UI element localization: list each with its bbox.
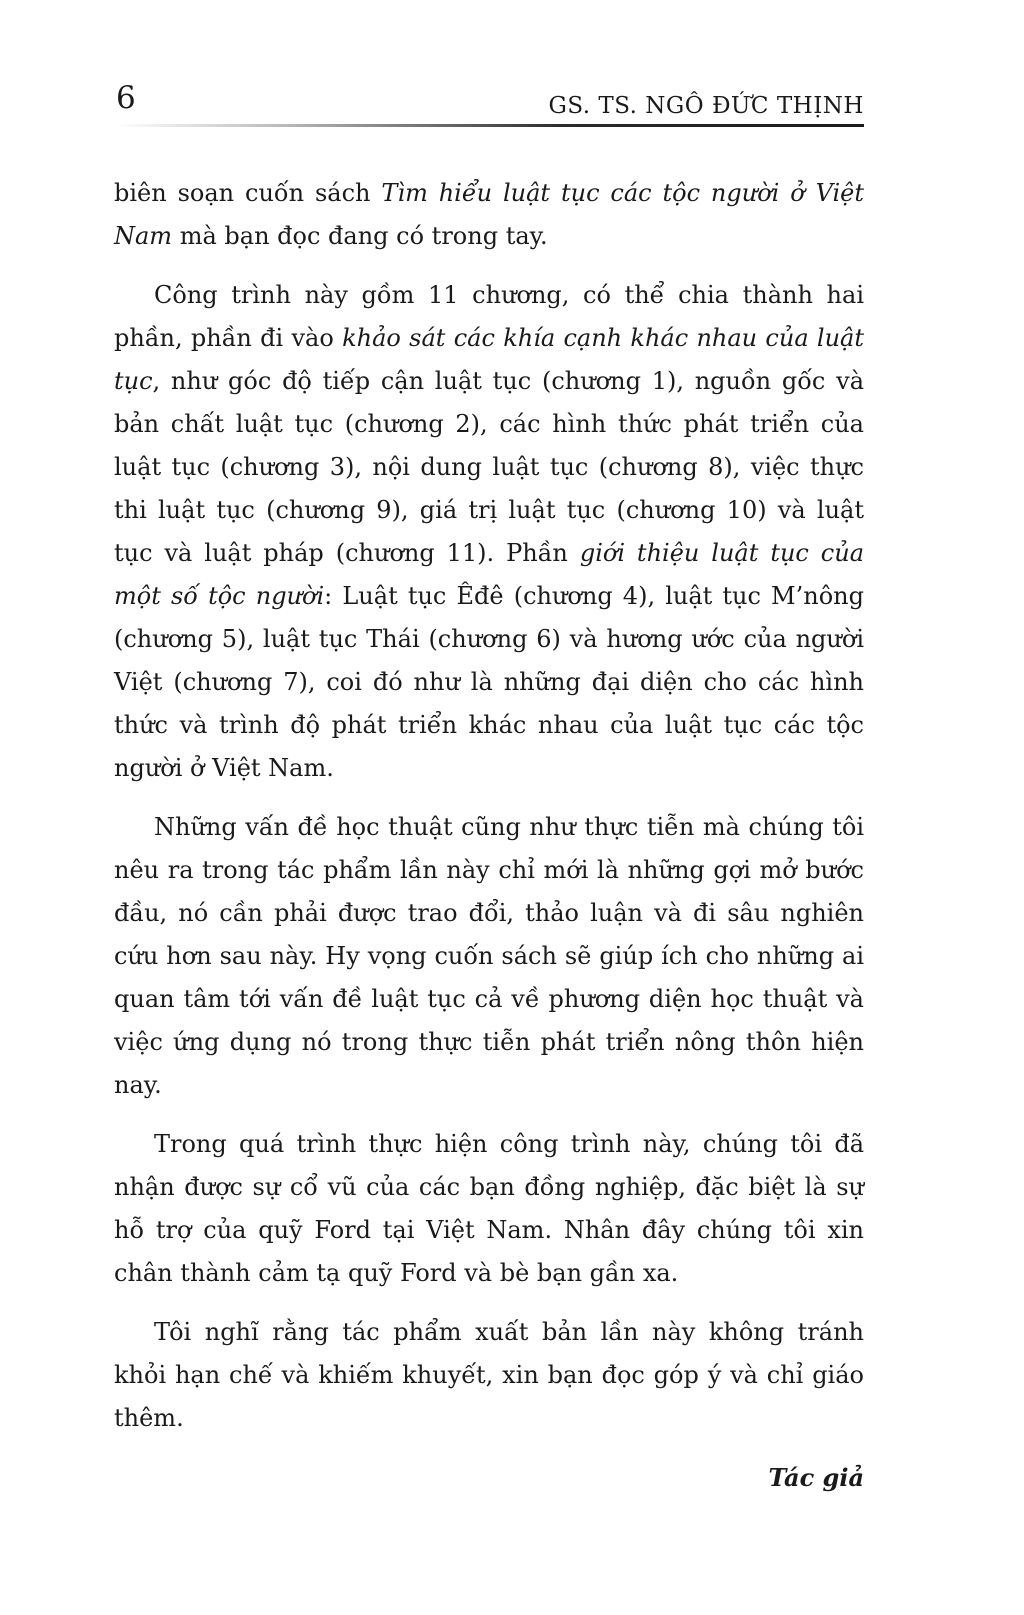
paragraph-2-text-a: Công trình này gồm 11 chương, có thể chia thành hai phần, phần đi vào: [114, 281, 864, 352]
page-number: 6: [116, 80, 136, 116]
paragraph-1: [114, 172, 864, 258]
paragraph-2: [114, 274, 864, 790]
paragraph-5: Tôi nghĩ rằng tác phẩm xuất bản lần này không tránh khỏi hạn chế và khiếm khuyết, xin bạn đọc góp ý và chỉ giáo thêm.: [114, 1318, 864, 1432]
book-title-italic: Tìm hiểu luật tục các tộc người ở Việt Nam: [114, 179, 865, 250]
paragraph-2-text-e: : Luật tục Êđê (chương 4), luật tục M’nông (chương 5), luật tục Thái (chương 6) và hương ước của người Việt (chương 7), coi đó như là những đại diện cho các hình thức và trình độ phát triển khác nhau của luật tục các tộc người ở Việt Nam.: [114, 582, 864, 782]
paragraph-1-text-a: biên soạn cuốn sách: [114, 179, 382, 207]
paragraph-1-text-c: mà bạn đọc đang có trong tay.: [172, 222, 548, 250]
paragraph-2-italic-2: giới thiệu luật tục của một số tộc người: [114, 539, 865, 610]
running-head-author: GS. TS. NGÔ ĐỨC THỊNH: [548, 93, 864, 119]
paragraph-2-italic-1: khảo sát các khía cạnh khác nhau của luật tục: [114, 324, 865, 395]
signature-author: Tác giả: [768, 1463, 864, 1492]
paragraph-4: Trong quá trình thực hiện công trình này, chúng tôi đã nhận được sự cổ vũ của các bạn đồng nghiệp, đặc biệt là sự hỗ trợ của quỹ Ford tại Việt Nam. Nhân đây chúng tôi xin chân thành cảm tạ quỹ Ford và bè bạn gần xa.: [114, 1130, 864, 1287]
paragraph-2-text-c: , như góc độ tiếp cận luật tục (chương 1), nguồn gốc và bản chất luật tục (chương 2), các hình thức phát triển của luật tục (chương 3), nội dung luật tục (chương 8), việc thực thi luật tục (chương 9), giá trị luật tục (chương 10) và luật tục và luật pháp (chương 11). Phần: [114, 367, 864, 567]
header-rule: [116, 124, 864, 127]
paragraph-3: Những vấn đề học thuật cũng như thực tiễn mà chúng tôi nêu ra trong tác phẩm lần này chỉ mới là những gợi mở bước đầu, nó cần phải được trao đổi, thảo luận và đi sâu nghiên cứu hơn sau này. Hy vọng cuốn sách sẽ giúp ích cho những ai quan tâm tới vấn đề luật tục cả về phương diện học thuật và việc ứng dụng nó trong thực tiễn phát triển nông thôn hiện nay.: [114, 813, 864, 1099]
body-text: [114, 172, 864, 1499]
